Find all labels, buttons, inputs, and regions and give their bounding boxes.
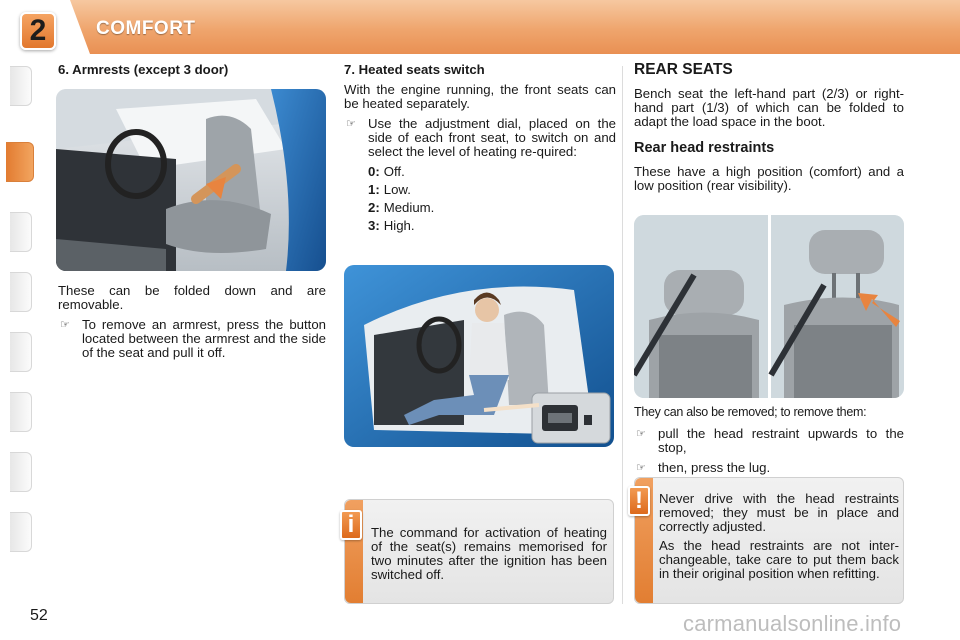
heated-seats-heading: 7. Heated seats switch <box>344 62 485 77</box>
removal-bullet <box>634 427 904 455</box>
chapter-tab[interactable] <box>10 332 32 372</box>
watermark: carmanualsonline.info <box>683 611 902 636</box>
heat-level-label: Low. <box>383 182 411 197</box>
rear-head-restraints-paragraph: These have a high position (comfort) and a low position (rear visibility). <box>634 164 904 193</box>
info-box <box>344 499 614 604</box>
heated-seats-paragraph: With the engine running, the front seats can be heated separately. <box>344 82 616 111</box>
chapter-tab[interactable] <box>10 66 32 106</box>
removal-section <box>634 405 904 481</box>
chapter-tab[interactable] <box>10 512 32 552</box>
pointing-hand-icon: ☞ <box>346 118 356 130</box>
pointing-hand-icon: ☞ <box>636 462 646 474</box>
heat-level-label: Medium. <box>383 200 435 215</box>
warning-box <box>634 477 904 604</box>
heat-level-key: 0: <box>368 164 380 179</box>
heat-level-label: Off. <box>383 164 405 179</box>
heat-level <box>344 183 616 197</box>
heat-level <box>344 165 616 179</box>
chapter-tab[interactable] <box>10 212 32 252</box>
chapter-tab[interactable] <box>10 272 32 312</box>
chapter-tabs <box>0 66 34 576</box>
pointing-hand-icon: ☞ <box>60 319 70 331</box>
heat-level <box>344 219 616 233</box>
heat-level-key: 2: <box>368 200 380 215</box>
rear-head-restraints-heading: Rear head restraints <box>634 140 775 156</box>
armrests-heading: 6. Armrests (except 3 door) <box>58 62 229 77</box>
chapter-title: COMFORT <box>96 18 196 39</box>
heat-level-key: 3: <box>368 218 380 233</box>
chapter-badge: 2 <box>20 12 56 50</box>
heat-level-key: 1: <box>368 182 380 197</box>
rear-seats-section <box>634 63 904 199</box>
heated-seats-section <box>344 63 616 237</box>
heated-seat-photo <box>344 265 614 447</box>
heated-seats-bullet-text: Use the adjustment dial, placed on the side of each front seat, to switch on and select the level of heating re-quired: <box>368 116 616 159</box>
column-divider <box>622 66 623 604</box>
armrests-bullet-text: To remove an armrest, press the button located between the armrest and the side of the seat and pull it off. <box>82 317 326 360</box>
rear-seats-paragraph: Bench seat the left-hand part (2/3) or right-hand part (1/3) of which can be folded to adapt the load space in the boot. <box>634 86 904 129</box>
armrests-section <box>58 63 326 83</box>
chapter-tab[interactable] <box>10 452 32 492</box>
armrests-text <box>58 284 326 366</box>
armrests-paragraph: These can be folded down and are removable. <box>58 283 326 312</box>
warning-text <box>659 492 899 581</box>
removal-intro: They can also be removed; to remove them: <box>634 405 867 419</box>
warning-paragraph: As the head restraints are not inter-changeable, take care to put them back in their original position when refitting. <box>659 538 899 581</box>
info-text: The command for activation of heating of the seat(s) remains memorised for two minutes after the ignition has been switched off. <box>371 525 607 582</box>
heat-level <box>344 201 616 215</box>
warning-paragraph: Never drive with the head restraints removed; they must be in place and correctly adjusted. <box>659 491 899 534</box>
page-number: 52 <box>30 607 48 624</box>
armrest-photo <box>56 89 326 271</box>
chapter-tab-active[interactable] <box>6 142 34 182</box>
chapter-tab[interactable] <box>10 392 32 432</box>
heated-seats-bullet <box>344 117 616 159</box>
armrests-bullet <box>58 318 326 360</box>
pointing-hand-icon: ☞ <box>636 428 646 440</box>
removal-bullet-text: pull the head restraint upwards to the stop, <box>658 426 904 455</box>
removal-bullet-text: then, press the lug. <box>658 460 771 475</box>
rear-seats-heading: REAR SEATS <box>634 61 733 78</box>
info-icon: i <box>340 510 362 540</box>
head-restraint-photo <box>634 215 904 398</box>
removal-bullet <box>634 461 904 475</box>
heat-level-label: High. <box>383 218 415 233</box>
warning-icon: ! <box>628 486 650 516</box>
